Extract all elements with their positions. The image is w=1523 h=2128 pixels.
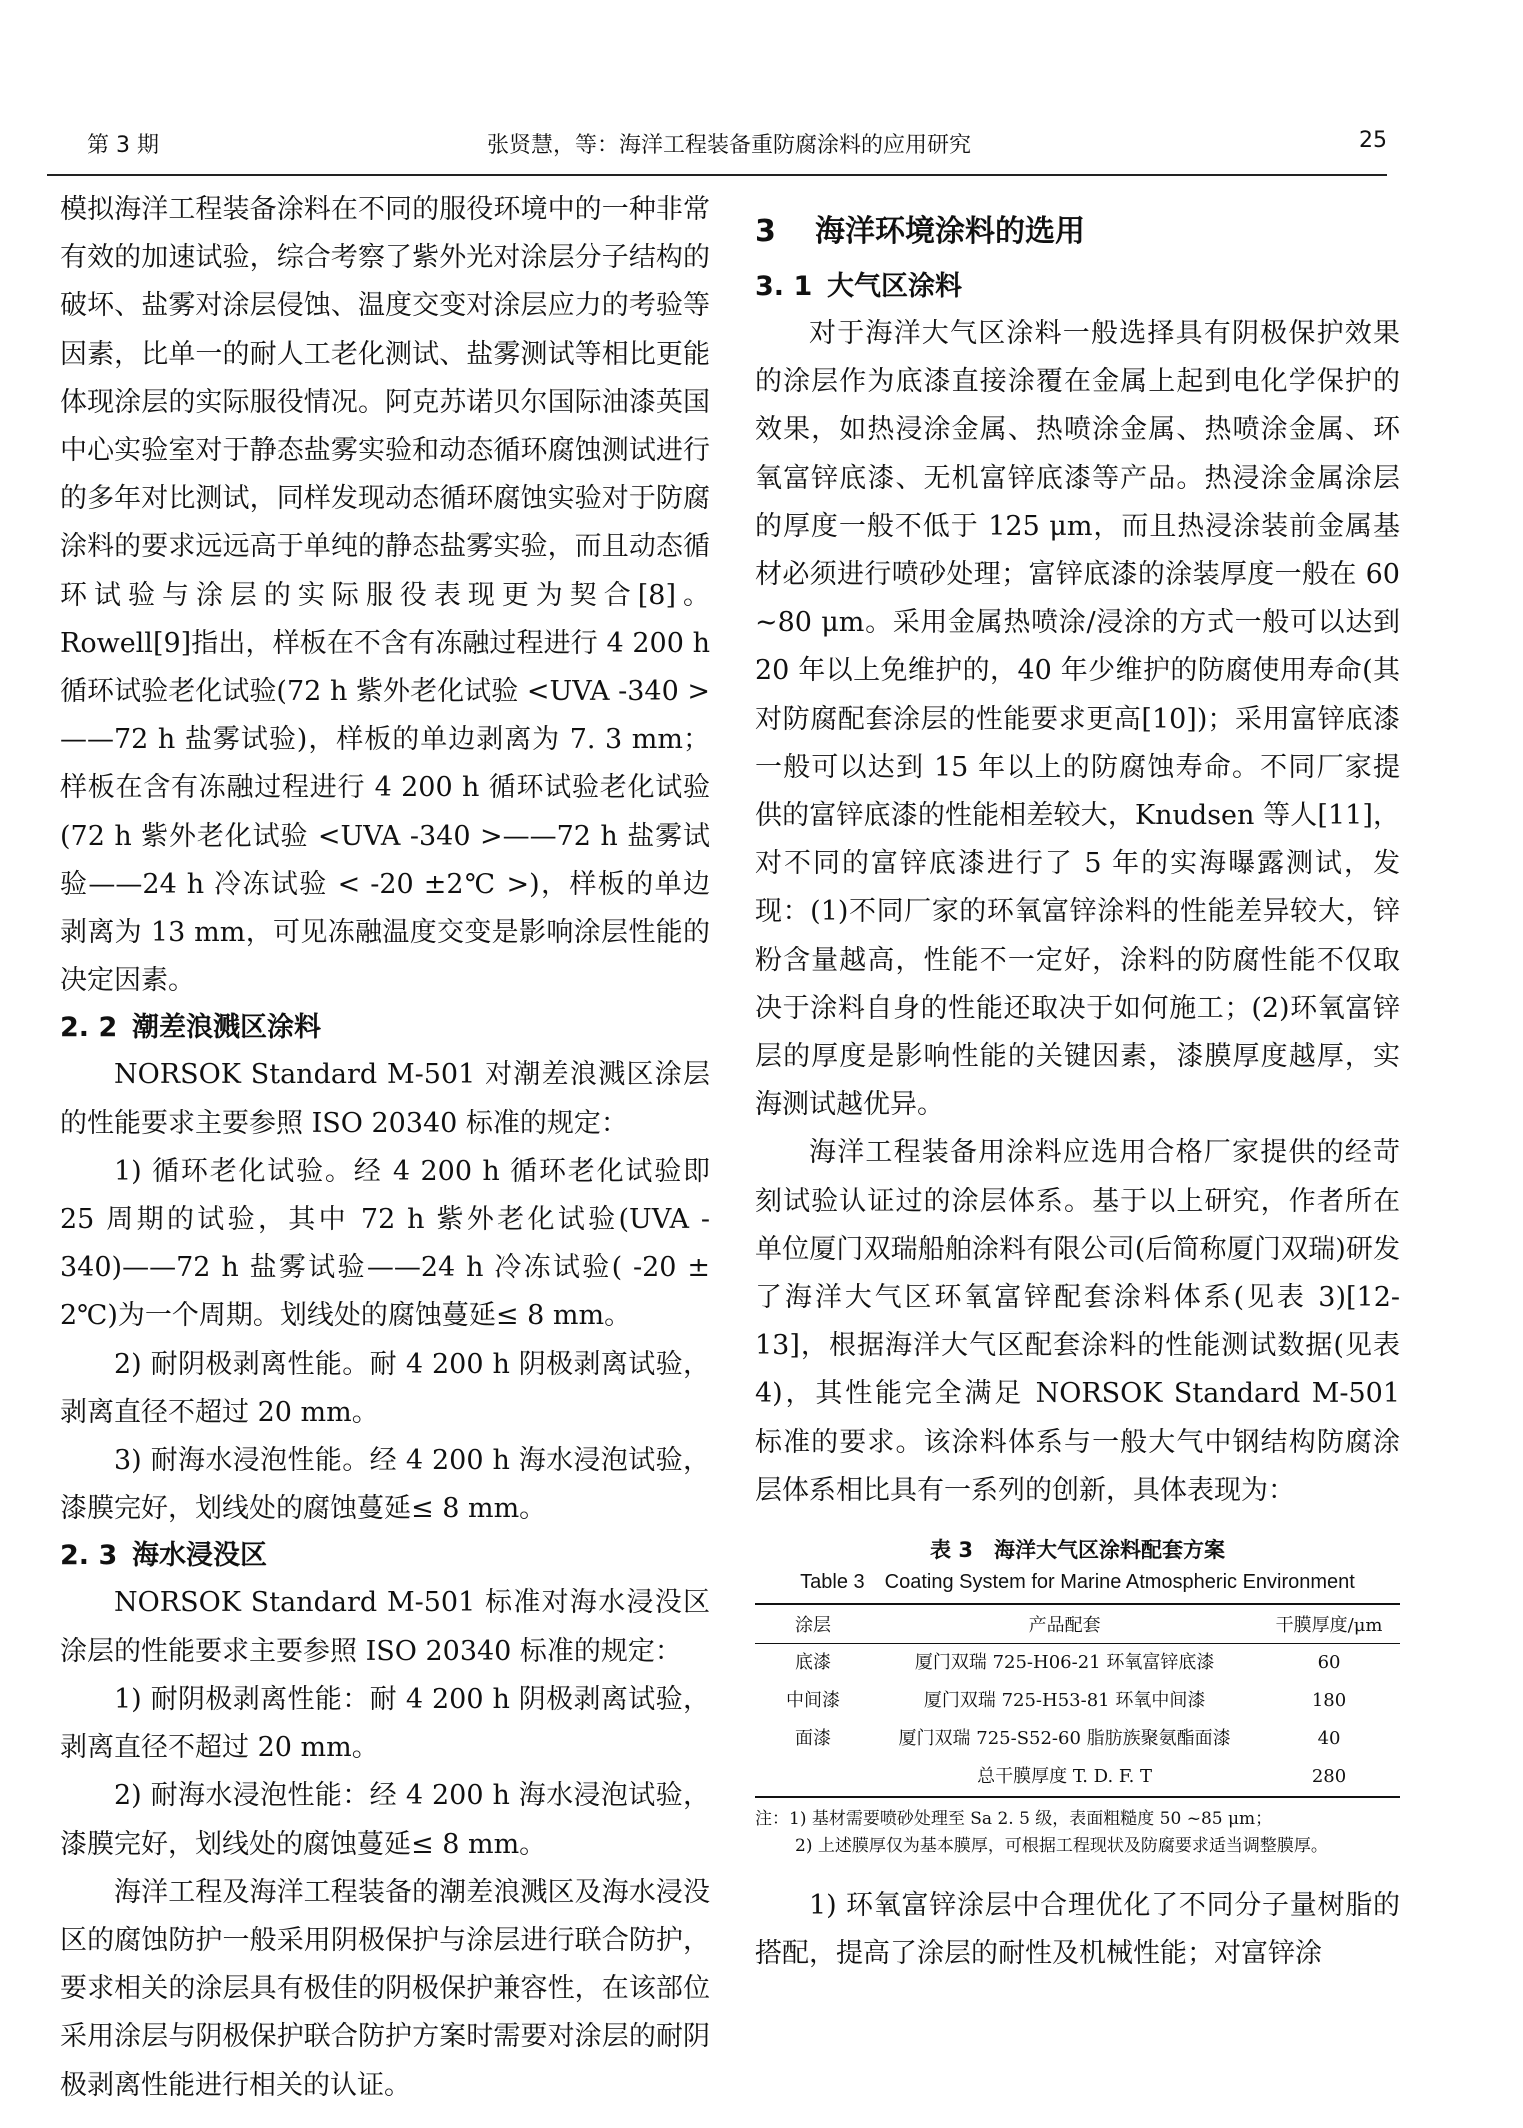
table-title: 表 3 海洋大气区涂料配套方案 <box>930 1538 1225 1563</box>
column-header: 涂层 <box>795 1615 832 1637</box>
table-cell <box>755 1758 871 1797</box>
running-header <box>47 128 1387 172</box>
table-cell: 总干膜厚度 T. D. F. T <box>977 1766 1153 1788</box>
section-number: 3. 1 <box>755 271 813 302</box>
paragraph: 2) 耐海水浸泡性能：经 4 200 h 海水浸泡试验，漆膜完好，划线处的腐蚀蔓延≤ 8 mm。 <box>60 1780 710 1860</box>
coating-table <box>755 1603 1400 1798</box>
table-cell: 底漆 <box>795 1652 832 1674</box>
section-number: 2. 3 <box>60 1540 118 1572</box>
table-cell: 厦门双瑞 725-H53-81 环氧中间漆 <box>923 1690 1206 1712</box>
section-title: 潮差浪溅区涂料 <box>132 1012 321 1044</box>
table-notes <box>755 1806 1400 1860</box>
paragraph: 1) 循环老化试验。经 4 200 h 循环老化试验即 25 周期的试验，其中 72 h 紫外老化试验(UVA - 340)——72 h 盐雾试验——24 h 冷冻试验( -20 ± 2℃)为一个周期。划线处的腐蚀蔓延≤ 8 mm。 <box>60 1155 710 1332</box>
table-cell: 60 <box>1317 1652 1341 1674</box>
paragraph: NORSOK Standard M-501 标准对海水浸没区涂层的性能要求主要参照 ISO 20340 标准的规定： <box>60 1587 710 1667</box>
table-header-row <box>755 1604 1400 1644</box>
table-row <box>755 1682 1400 1720</box>
issue-label: 第 3 期 <box>87 133 159 158</box>
table-cell: 面漆 <box>795 1728 832 1750</box>
section-heading-3 <box>755 206 1400 258</box>
section-number: 2. 2 <box>60 1012 118 1044</box>
section-heading-2-3 <box>60 1533 710 1579</box>
table-note: 注：1) 基材需要喷砂处理至 Sa 2. 5 级，表面粗糙度 50 ~85 μm； <box>755 1809 1273 1830</box>
left-column <box>60 186 710 2110</box>
section-number: 3 <box>755 214 776 249</box>
table-note: 2) 上述膜厚仅为基本膜厚，可根据工程现状及防腐要求适当调整膜厚。 <box>795 1836 1328 1857</box>
table-cell: 厦门双瑞 725-S52-60 脂肪族聚氨酯面漆 <box>898 1728 1231 1750</box>
table-row <box>755 1720 1400 1758</box>
section-heading-2-2 <box>60 1005 710 1051</box>
section-heading-3-1 <box>755 264 1400 310</box>
table-cell: 180 <box>1311 1690 1347 1712</box>
table-row <box>755 1644 1400 1683</box>
section-title: 海洋环境涂料的选用 <box>815 214 1085 249</box>
table-cell: 40 <box>1317 1728 1341 1750</box>
table-cell: 厦门双瑞 725-H06-21 环氧富锌底漆 <box>914 1652 1215 1674</box>
section-title: 大气区涂料 <box>827 271 962 302</box>
paragraph: 1) 耐阴极剥离性能：耐 4 200 h 阴极剥离试验，剥离直径不超过 20 mm。 <box>60 1683 710 1764</box>
paragraph: 对于海洋大气区涂料一般选择具有阴极保护效果的涂层作为底漆直接涂覆在金属上起到电化学保护的效果，如热浸涂金属、热喷涂金属、热喷涂金属、环氧富锌底漆、无机富锌底漆等产品。热浸涂金属涂层的厚度一般不低于 125 μm，而且热浸涂装前金属基材必须进行喷砂处理；富锌底漆的涂装厚度一般在 60 ~80 μm。采用金属热喷涂/浸涂的方式一般可以达到 20 年以上免维护的，40 年少维护的防腐使用寿命(其对防腐配套涂层的性能要求更高[10])；采用富锌底漆一般可以达到 15 年以上的防腐蚀寿命。不同厂家提供的富锌底漆的性能相差较大，Knudsen 等人[11]，对不同的富锌底漆进行了 5 年的实海曝露测试，发现：(1)不同厂家的环氧富锌涂料的性能差异较大，锌粉含量越高，性能不一定好，涂料的防腐性能不仅取决于涂料自身的性能还取决于如何施工；(2)环氧富锌层的厚度是影响性能的关键因素，漆膜厚度越厚，实海测试越优异。 <box>755 318 1400 1121</box>
column-header: 产品配套 <box>1028 1615 1101 1637</box>
paragraph: 海洋工程装备用涂料应选用合格厂家提供的经苛刻试验认证过的涂层体系。基于以上研究，作者所在单位厦门双瑞船舶涂料有限公司(后简称厦门双瑞)研发了海洋大气区环氧富锌配套涂料体系(见表 3)[12-13]，根据海洋大气区配套涂料的性能测试数据(见表 4)，其性能完全满足 NORSOK Standard M-501 标准的要求。该涂料体系与一般大气中钢结构防腐涂层体系相比具有一系列的创新，具体表现为： <box>755 1137 1400 1506</box>
column-header: 干膜厚度/μm <box>1275 1615 1383 1637</box>
paragraph: 1) 环氧富锌涂层中合理优化了不同分子量树脂的搭配，提高了涂层的耐性及机械性能；对富锌涂 <box>755 1890 1400 1970</box>
table-cell: 中间漆 <box>786 1690 841 1712</box>
table-3 <box>755 1533 1400 1860</box>
paragraph: 2) 耐阴极剥离性能。耐 4 200 h 阴极剥离试验，剥离直径不超过 20 mm。 <box>60 1348 710 1428</box>
page-number: 25 <box>1359 128 1387 153</box>
header-rule <box>47 174 1387 176</box>
table-title-en: Table 3 Coating System for Marine Atmospheric Environment <box>800 1571 1355 1594</box>
paragraph: 3) 耐海水浸泡性能。经 4 200 h 海水浸泡试验，漆膜完好，划线处的腐蚀蔓延≤ 8 mm。 <box>60 1445 710 1525</box>
right-column <box>755 186 1400 1978</box>
table-row <box>755 1758 1400 1797</box>
section-title: 海水浸没区 <box>132 1540 267 1572</box>
paragraph: 海洋工程及海洋工程装备的潮差浪溅区及海水浸没区的腐蚀防护一般采用阴极保护与涂层进行联合防护，要求相关的涂层具有极佳的阴极保护兼容性，在该部位采用涂层与阴极保护联合防护方案时需要对涂层的耐阴极剥离性能进行相关的认证。 <box>60 1876 710 2101</box>
paragraph: 模拟海洋工程装备涂料在不同的服役环境中的一种非常有效的加速试验，综合考察了紫外光对涂层分子结构的破坏、盐雾对涂层侵蚀、温度交变对涂层应力的考验等因素，比单一的耐人工老化测试、盐雾测试等相比更能体现涂层的实际服役情况。阿克苏诺贝尔国际油漆英国中心实验室对于静态盐雾实验和动态循环腐蚀测试进行的多年对比测试，同样发现动态循环腐蚀实验对于防腐涂料的要求远远高于单纯的静态盐雾实验，而且动态循环试验与涂层的实际服役表现更为契合[8]。Rowell[9]指出，样板在不含有冻融过程进行 4 200 h 循环试验老化试验(72 h 紫外老化试验 <UVA -340 >——72 h 盐雾试验)，样板的单边剥离为 7. 3 mm；样板在含有冻融过程进行 4 200 h 循环试验老化试验(72 h 紫外老化试验 <UVA -340 >——72 h 盐雾试验——24 h 冷冻试验 < -20 ±2℃ >)，样板的单边剥离为 13 mm，可见冻融温度交变是影响涂层性能的决定因素。 <box>60 194 710 997</box>
paragraph: NORSOK Standard M-501 对潮差浪溅区涂层的性能要求主要参照 ISO 20340 标准的规定： <box>60 1059 710 1139</box>
table-cell: 280 <box>1311 1766 1347 1788</box>
running-title: 张贤慧，等：海洋工程装备重防腐涂料的应用研究 <box>487 133 972 158</box>
